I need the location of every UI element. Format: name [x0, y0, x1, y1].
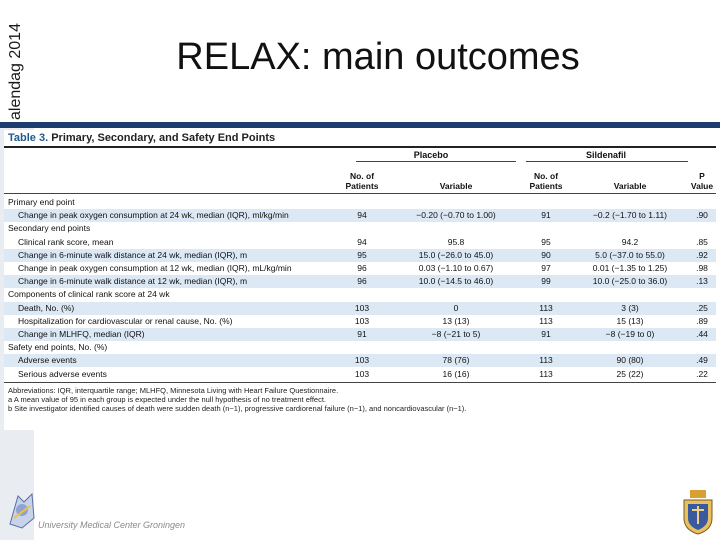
table-row — [4, 288, 716, 301]
sildenafil-variable-cell: 25 (22) — [616, 368, 644, 379]
umcg-logo-icon — [4, 488, 40, 532]
placebo-variable-cell: 78 (76) — [442, 355, 470, 366]
col-header-placebo-patients — [344, 171, 380, 191]
col-header-line1: No. of — [349, 171, 375, 181]
placebo-patients-cell: 103 — [354, 355, 370, 366]
placebo-patients-cell: 96 — [357, 276, 367, 287]
placebo-patients-cell: 103 — [354, 315, 370, 326]
table-row — [4, 209, 716, 222]
table-caption-number: Table 3. — [8, 132, 49, 144]
table-row — [4, 249, 716, 262]
row-label: Change in peak oxygen consumption at 24 wk, median (IQR), ml/kg/min — [18, 210, 289, 221]
placebo-variable-cell: 0 — [453, 302, 459, 313]
p-value-cell: .13 — [696, 276, 708, 287]
row-label: Secondary end points — [8, 223, 91, 234]
row-label: Change in peak oxygen consumption at 12 wk, median (IQR), mL/kg/min — [18, 263, 292, 273]
row-label: Change in 6-minute walk distance at 24 wk, median (IQR), m — [18, 249, 248, 260]
table-bottom-rule — [4, 382, 716, 383]
sildenafil-variable-cell: 3 (3) — [621, 302, 639, 313]
table-row — [4, 315, 716, 328]
sildenafil-variable-cell: −8 (−19 to 0) — [605, 329, 655, 339]
placebo-patients-cell: 96 — [357, 263, 367, 273]
placebo-variable-cell: 13 (13) — [442, 315, 470, 326]
sildenafil-patients-cell: 113 — [539, 315, 553, 326]
placebo-variable-cell: 10.0 (−14.5 to 46.0) — [418, 276, 494, 287]
sildenafil-patients-cell: 91 — [541, 329, 551, 339]
university-crest-icon — [680, 488, 716, 536]
row-label: Death, No. (%) — [18, 302, 75, 313]
footnote-b: b Site investigator identified causes of death were sudden death (n−1), progressive cardiorenal failure (n−1), and noncardiovascular (n−1). — [8, 404, 467, 413]
table-row — [4, 328, 716, 341]
sildenafil-variable-cell: 5.0 (−37.0 to 55.0) — [595, 249, 665, 260]
placebo-variable-cell: 95.8 — [447, 236, 465, 247]
table-row — [4, 354, 716, 367]
row-label: Clinical rank score, mean — [18, 236, 114, 247]
row-label: Components of clinical rank score at 24 wk — [8, 289, 170, 300]
sildenafil-variable-cell: 0.01 (−1.35 to 1.25) — [592, 263, 668, 273]
group-header-sildenafil: Sildenafil — [585, 150, 626, 160]
row-label: Hospitalization for cardiovascular or renal cause, No. (%) — [18, 315, 233, 326]
col-header-line1: P — [699, 171, 705, 181]
sildenafil-patients-cell: 97 — [541, 263, 551, 273]
row-label: Primary end point — [8, 197, 75, 207]
col-header-line2: Value — [690, 181, 714, 191]
p-value-cell: .98 — [696, 263, 708, 273]
placebo-variable-cell: 16 (16) — [442, 368, 470, 379]
sildenafil-patients-cell: 113 — [539, 302, 553, 313]
sildenafil-variable-cell: −0.2 (−1.70 to 1.11) — [592, 210, 668, 221]
sildenafil-patients-cell: 95 — [541, 236, 551, 247]
placebo-variable-cell: −8 (−21 to 5) — [431, 329, 481, 339]
table-row — [4, 262, 716, 275]
sildenafil-variable-cell: 94.2 — [621, 236, 639, 247]
table-row — [4, 341, 716, 354]
footnote-a: a A mean value of 95 in each group is expected under the null hypothesis of no treatment effect. — [8, 395, 326, 404]
table-caption-text: Primary, Secondary, and Safety End Points — [48, 132, 276, 144]
p-value-cell: .22 — [696, 368, 708, 379]
sildenafil-variable-cell: 90 (80) — [616, 355, 644, 366]
col-header-line2: Patients — [345, 181, 379, 191]
group-header-placebo: Placebo — [413, 150, 449, 160]
slide-title: RELAX: main outcomes — [176, 36, 580, 78]
placebo-patients-cell: 94 — [357, 236, 367, 247]
placebo-patients-cell: 103 — [354, 368, 370, 379]
table-row — [4, 302, 716, 315]
row-label: Adverse events — [18, 355, 77, 366]
placebo-variable-cell: −0.20 (−0.70 to 1.00) — [416, 210, 496, 221]
p-value-cell: .90 — [696, 210, 708, 221]
sildenafil-patients-cell: 91 — [541, 210, 551, 221]
sidebar-title-area — [0, 0, 34, 122]
vertical-event-title: alendag 2014 — [7, 23, 24, 120]
col-header-sildenafil-patients — [526, 171, 566, 191]
header-bottom-rule — [4, 193, 716, 194]
p-value-cell: .92 — [696, 249, 708, 260]
table-row — [4, 196, 716, 209]
row-label: Safety end points, No. (%) — [8, 342, 108, 353]
table-row — [4, 222, 716, 235]
title-divider — [0, 122, 720, 128]
row-label: Serious adverse events — [18, 368, 107, 379]
placebo-patients-cell: 91 — [357, 329, 367, 339]
sildenafil-variable-cell: 15 (13) — [616, 315, 644, 326]
table-row — [4, 236, 716, 249]
p-value-cell: .44 — [696, 329, 708, 339]
col-header-p-value — [688, 171, 716, 191]
footnote-abbreviations: Abbreviations: IQR, interquartile range; MLHFQ, Minnesota Living with Heart Failure Questionnaire. — [8, 386, 339, 395]
footer-institution: University Medical Center Groningen — [38, 520, 186, 530]
row-label: Change in 6-minute walk distance at 12 wk, median (IQR), m — [18, 276, 248, 287]
sildenafil-patients-cell: 113 — [539, 368, 553, 379]
sildenafil-patients-cell: 113 — [539, 355, 553, 366]
col-header-sildenafil-variable: Variable — [613, 181, 647, 191]
table-top-rule — [4, 146, 716, 148]
placebo-variable-cell: 0.03 (−1.10 to 0.67) — [418, 263, 494, 273]
sildenafil-underline — [526, 161, 688, 162]
table-caption — [8, 132, 275, 144]
row-label: Change in MLHFQ, median (IQR) — [18, 329, 145, 339]
placebo-underline — [356, 161, 516, 162]
table-row — [4, 368, 716, 381]
placebo-variable-cell: 15.0 (−26.0 to 45.0) — [418, 249, 494, 260]
p-value-cell: .49 — [696, 355, 708, 366]
p-value-cell: .25 — [696, 302, 708, 313]
placebo-patients-cell: 95 — [357, 249, 367, 260]
col-header-line2: Patients — [529, 181, 563, 191]
table-row — [4, 275, 716, 288]
placebo-patients-cell: 94 — [357, 210, 367, 221]
p-value-cell: .85 — [696, 236, 708, 247]
col-header-placebo-variable: Variable — [439, 181, 473, 191]
col-header-line1: No. of — [533, 171, 559, 181]
p-value-cell: .89 — [696, 315, 708, 326]
sildenafil-variable-cell: 10.0 (−25.0 to 36.0) — [592, 276, 668, 287]
placebo-patients-cell: 103 — [354, 302, 370, 313]
outcomes-table — [4, 130, 716, 430]
sildenafil-patients-cell: 90 — [541, 249, 551, 260]
sildenafil-patients-cell: 99 — [541, 276, 551, 287]
